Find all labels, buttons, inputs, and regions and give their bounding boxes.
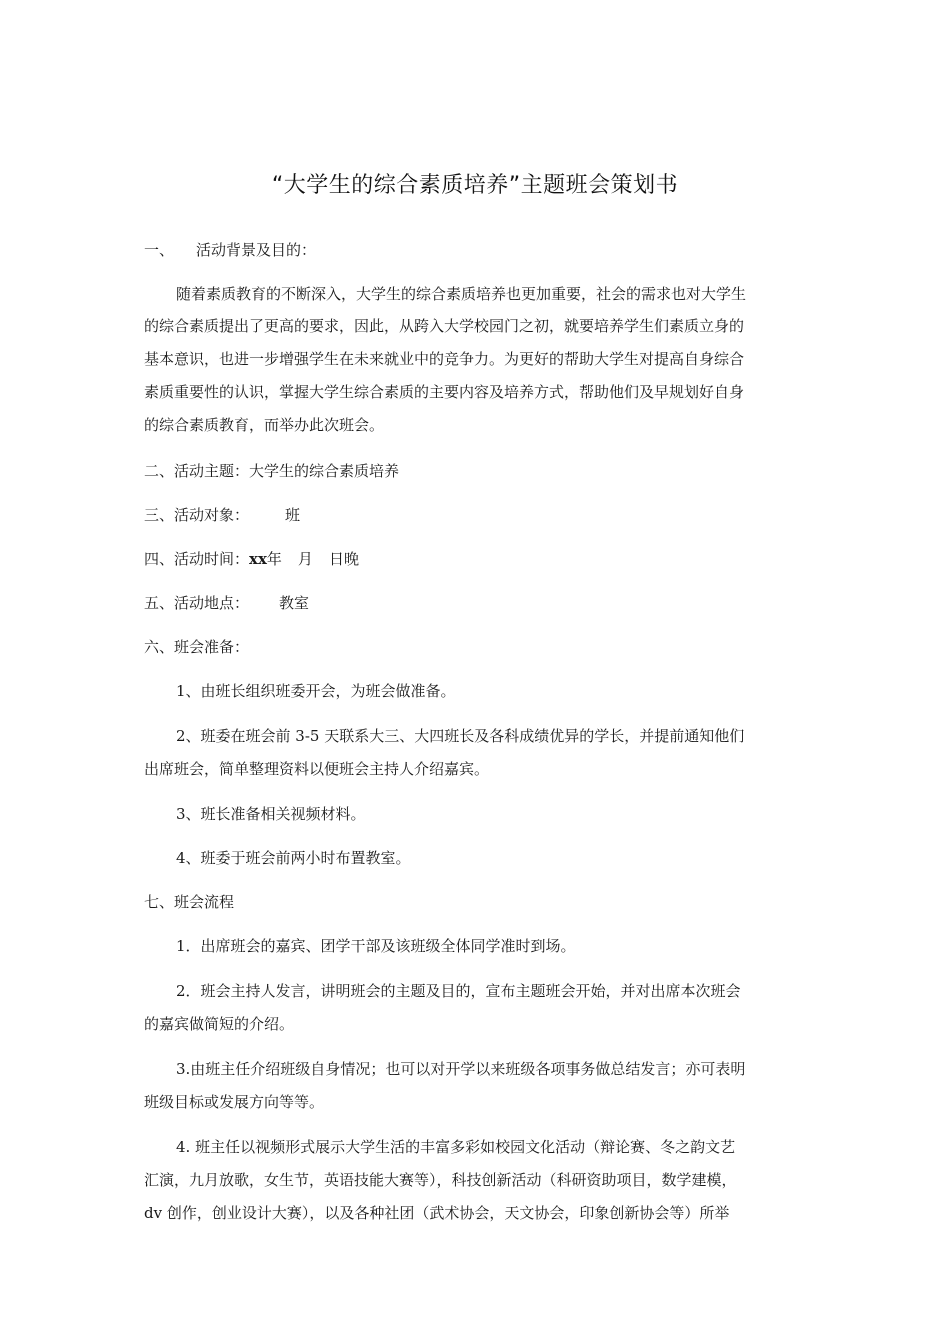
document-title: “大学生的综合素质培养”主题班会策划书	[271, 173, 679, 198]
section7-heading: 七、班会流程	[144, 893, 235, 911]
section6-item-4: 4、班委于班会前两小时布置教室。	[176, 849, 411, 867]
section7-item-2-cont: 的嘉宾做简短的介绍。	[144, 1015, 295, 1033]
section1-para-line-3: 基本意识，也进一步增强学生在未来就业中的竞争力。为更好的帮助大学生对提高自身综合	[144, 350, 745, 368]
section4-label: 四、活动时间：	[144, 550, 250, 568]
section3-value: 班	[285, 506, 301, 524]
section1-para-line-4: 素质重要性的认识，掌握大学生综合素质的主要内容及培养方式，帮助他们及早规划好自身	[144, 383, 745, 401]
section2-theme: 二、活动主题：大学生的综合素质培养	[144, 462, 400, 480]
section1-para-line-2: 的综合素质提出了更高的要求，因此，从跨入大学校园门之初，就要培养学生们素质立身的	[144, 317, 745, 335]
section7-item-3: 3.由班主任介绍班级自身情况；也可以对开学以来班级各项事务做总结发言；亦可表明	[176, 1060, 746, 1078]
section6-item-2: 2、班委在班会前 3-5 天联系大三、大四班长及各科成绩优异的学长，并提前通知他们	[176, 727, 745, 745]
section7-item-1: 1．出席班会的嘉宾、团学干部及该班级全体同学准时到场。	[176, 937, 576, 955]
section5-location	[144, 592, 309, 614]
section7-item-2: 2．班会主持人发言，讲明班会的主题及目的，宣布主题班会开始，并对出席本次班会	[176, 982, 741, 1000]
section1-para-line-1: 随着素质教育的不断深入，大学生的综合素质培养也更加重要，社会的需求也对大学生	[176, 285, 747, 303]
section6-heading: 六、班会准备：	[144, 638, 250, 656]
section3-label: 三、活动对象：	[144, 506, 250, 524]
section4-month: 月	[297, 550, 313, 568]
section7-item-4-cont-2: dv 创作，创业设计大赛），以及各种社团（武术协会，天文协会，印象创新协会等）所举	[144, 1204, 730, 1222]
section5-value: 教室	[279, 594, 310, 612]
section4-year: 年	[266, 550, 282, 568]
section7-item-4-cont-1: 汇演，九月放歌，女生节，英语技能大赛等），科技创新活动（科研资助项目，数学建模，	[144, 1171, 737, 1189]
section6-item-2-cont: 出席班会，简单整理资料以便班会主持人介绍嘉宾。	[144, 760, 490, 778]
section1-number: 一、	[144, 241, 175, 259]
section4-year-prefix: xx	[249, 550, 267, 568]
section5-label: 五、活动地点：	[144, 594, 250, 612]
section4-time	[144, 548, 359, 570]
section1-heading-text: 活动背景及目的：	[196, 241, 317, 259]
section6-item-3: 3、班长准备相关视频材料。	[176, 805, 366, 823]
section7-item-4: 4. 班主任以视频形式展示大学生活的丰富多彩如校园文化活动（辩论赛、冬之韵文艺	[176, 1138, 736, 1156]
section1-heading	[144, 239, 316, 261]
section4-day: 日晚	[328, 550, 359, 568]
section3-target	[144, 504, 300, 526]
section7-item-3-cont: 班级目标或发展方向等等。	[144, 1093, 325, 1111]
section6-item-1: 1、由班长组织班委开会，为班会做准备。	[176, 682, 456, 700]
section1-para-line-5: 的综合素质教育，而举办此次班会。	[144, 416, 385, 434]
